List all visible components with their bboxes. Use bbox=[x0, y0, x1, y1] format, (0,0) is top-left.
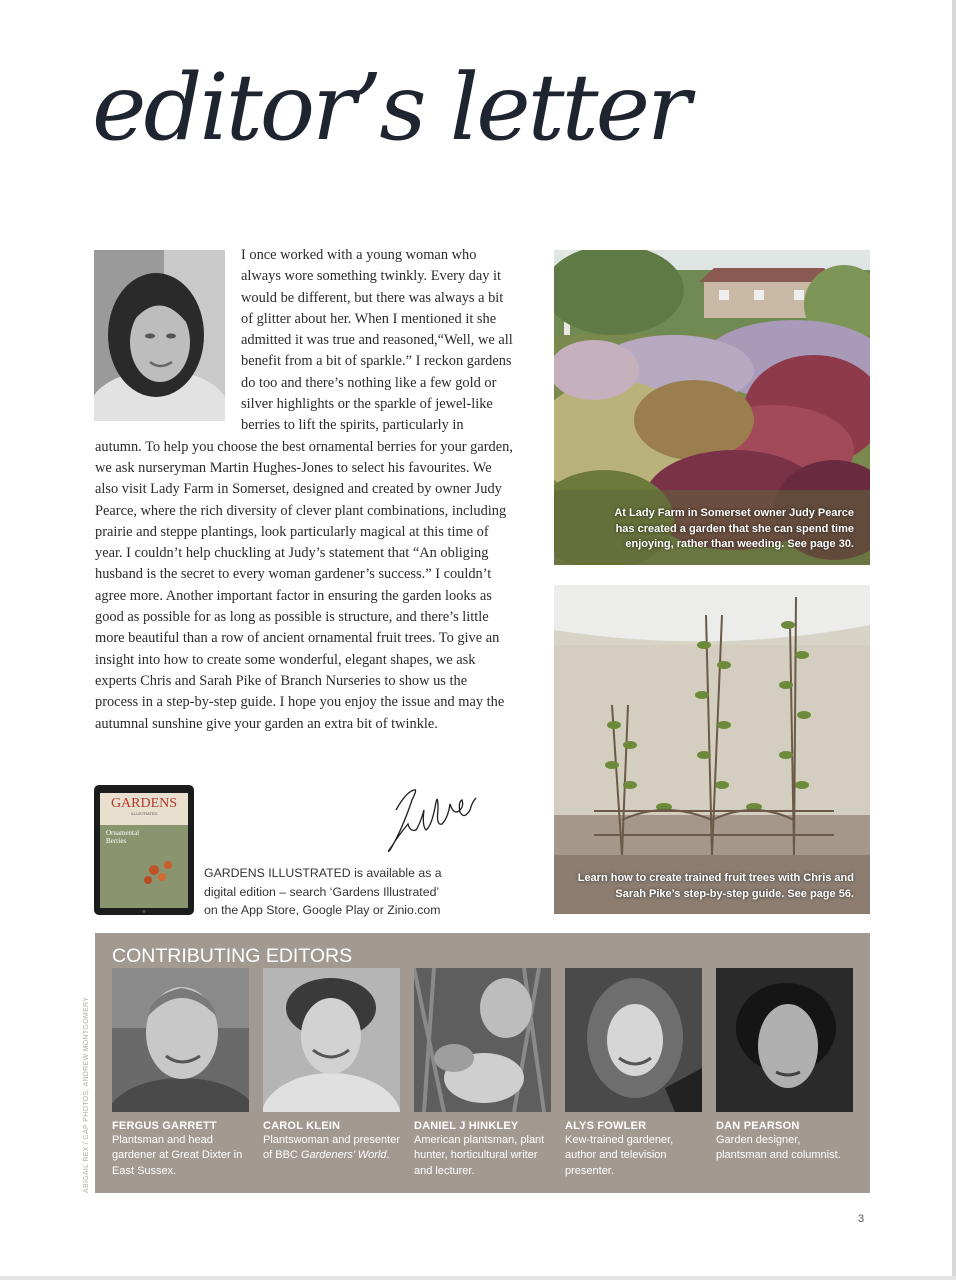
photo-credit: ABIGAIL REX / GAP PHOTOS; ANDREW MONTGOMERY bbox=[83, 996, 90, 1193]
cover-headline: Ornamental bbox=[106, 829, 140, 837]
digital-edition-note: GARDENS ILLUSTRATED is available as a digital edition – search ‘Gardens Illustrated’ on the App Store, Google Play or Zinio.com bbox=[204, 866, 442, 917]
contributor-name: ALYS FOWLER bbox=[565, 1120, 647, 1132]
contributor-card bbox=[414, 968, 551, 1179]
contributor-card bbox=[263, 968, 400, 1164]
cover-subtitle: ILLUSTRATED bbox=[130, 811, 158, 816]
contributor-photo bbox=[112, 968, 249, 1112]
contributor-photo bbox=[414, 968, 551, 1112]
lady-farm-caption: At Lady Farm in Somerset owner Judy Pearce has created a garden that she can spend time enjoying, rather than weeding. See page 30. bbox=[614, 507, 854, 550]
page-edge-bottom bbox=[0, 1276, 956, 1280]
contributor-bio-show: Gardeners’ World bbox=[300, 1149, 387, 1162]
fruit-trees-photo bbox=[554, 585, 870, 914]
contributor-card bbox=[716, 968, 853, 1164]
contributor-name: DAN PEARSON bbox=[716, 1120, 800, 1132]
editor-signature bbox=[378, 780, 482, 860]
contributor-bio: Plantsman and head gardener at Great Dixter in East Sussex. bbox=[112, 1134, 243, 1177]
contributor-bio: Kew-trained gardener, author and television presenter. bbox=[565, 1134, 674, 1177]
portrait-spacer bbox=[95, 245, 241, 434]
page-number: 3 bbox=[858, 1213, 865, 1225]
contributor-bio-text: Plantswoman and presenter of BBC bbox=[263, 1134, 400, 1162]
page-edge bbox=[952, 0, 956, 1280]
contributor-bio-end: . bbox=[386, 1149, 390, 1162]
contributor-photo bbox=[263, 968, 400, 1112]
contributor-photo bbox=[716, 968, 853, 1112]
contributing-editors-heading: CONTRIBUTING EDITORS bbox=[112, 945, 353, 967]
contributor-card bbox=[112, 968, 249, 1179]
contributor-name: DANIEL J HINKLEY bbox=[414, 1120, 519, 1132]
page-title: editor’s letter bbox=[92, 54, 689, 161]
contributor-bio bbox=[263, 1133, 400, 1164]
contributor-bio: American plantsman, plant hunter, horticultural writer and lecturer. bbox=[414, 1134, 545, 1177]
contributor-photo bbox=[565, 968, 702, 1112]
contributor-card bbox=[565, 968, 702, 1179]
contributor-name: FERGUS GARRETT bbox=[112, 1120, 217, 1132]
cover-headline-2: Berries bbox=[106, 837, 127, 845]
digital-edition-tablet bbox=[94, 785, 194, 915]
cover-title: GARDENS bbox=[110, 796, 178, 811]
trained-fruit-trees-image bbox=[554, 585, 870, 914]
contributor-bio: Garden designer, plantsman and columnist. bbox=[716, 1134, 841, 1162]
editor-letter-body bbox=[95, 245, 513, 735]
fruit-trees-caption: Learn how to create trained fruit trees with Chris and Sarah Pike’s step-by-step guide. See page 56. bbox=[577, 872, 854, 900]
contributor-name: CAROL KLEIN bbox=[263, 1120, 341, 1132]
editor-letter-text: I once worked with a young woman who always wore something twinkly. Every day it would be different, but there was always a bit of glitter about her. When I mentioned it she admitted it was true and reasoned,“Well, we all benefit from a bit of sparkle.” I reckon gardens do too and there’s nothing like a few gold or silver highlights or the sparkle of jewel-like berries to lift the spirits, particularly in autumn. To help you choose the best ornamental berries for your garden, we ask nurseryman Martin Hughes-Jones to select his favourites. We also visit Lady Farm in Somerset, designed and created by owner Judy Pearce, where the rich diversity of clever plant combinations, including prairie and steppe plantings, look particularly magical at this time of year. I couldn’t help chuckling at Judy’s statement that “An obliging husband is the secret to every woman gardener’s success.” I couldn’t agree more. Another important factor in ensuring the garden looks as good as possible for as long as possible is structure, and there’s little more beautiful than a row of ancient ornamental fruit trees. To give an insight into how to create some wonderful, elegant shapes, we ask experts Chris and Sarah Pike of Branch Nurseries to show us the process in a step-by-step guide. I hope you enjoy the issue and may the autumnal sunshine give your garden an extra bit of twinkle. bbox=[95, 247, 513, 732]
lady-farm-photo bbox=[554, 250, 870, 565]
contributing-editors-panel bbox=[95, 933, 870, 1193]
